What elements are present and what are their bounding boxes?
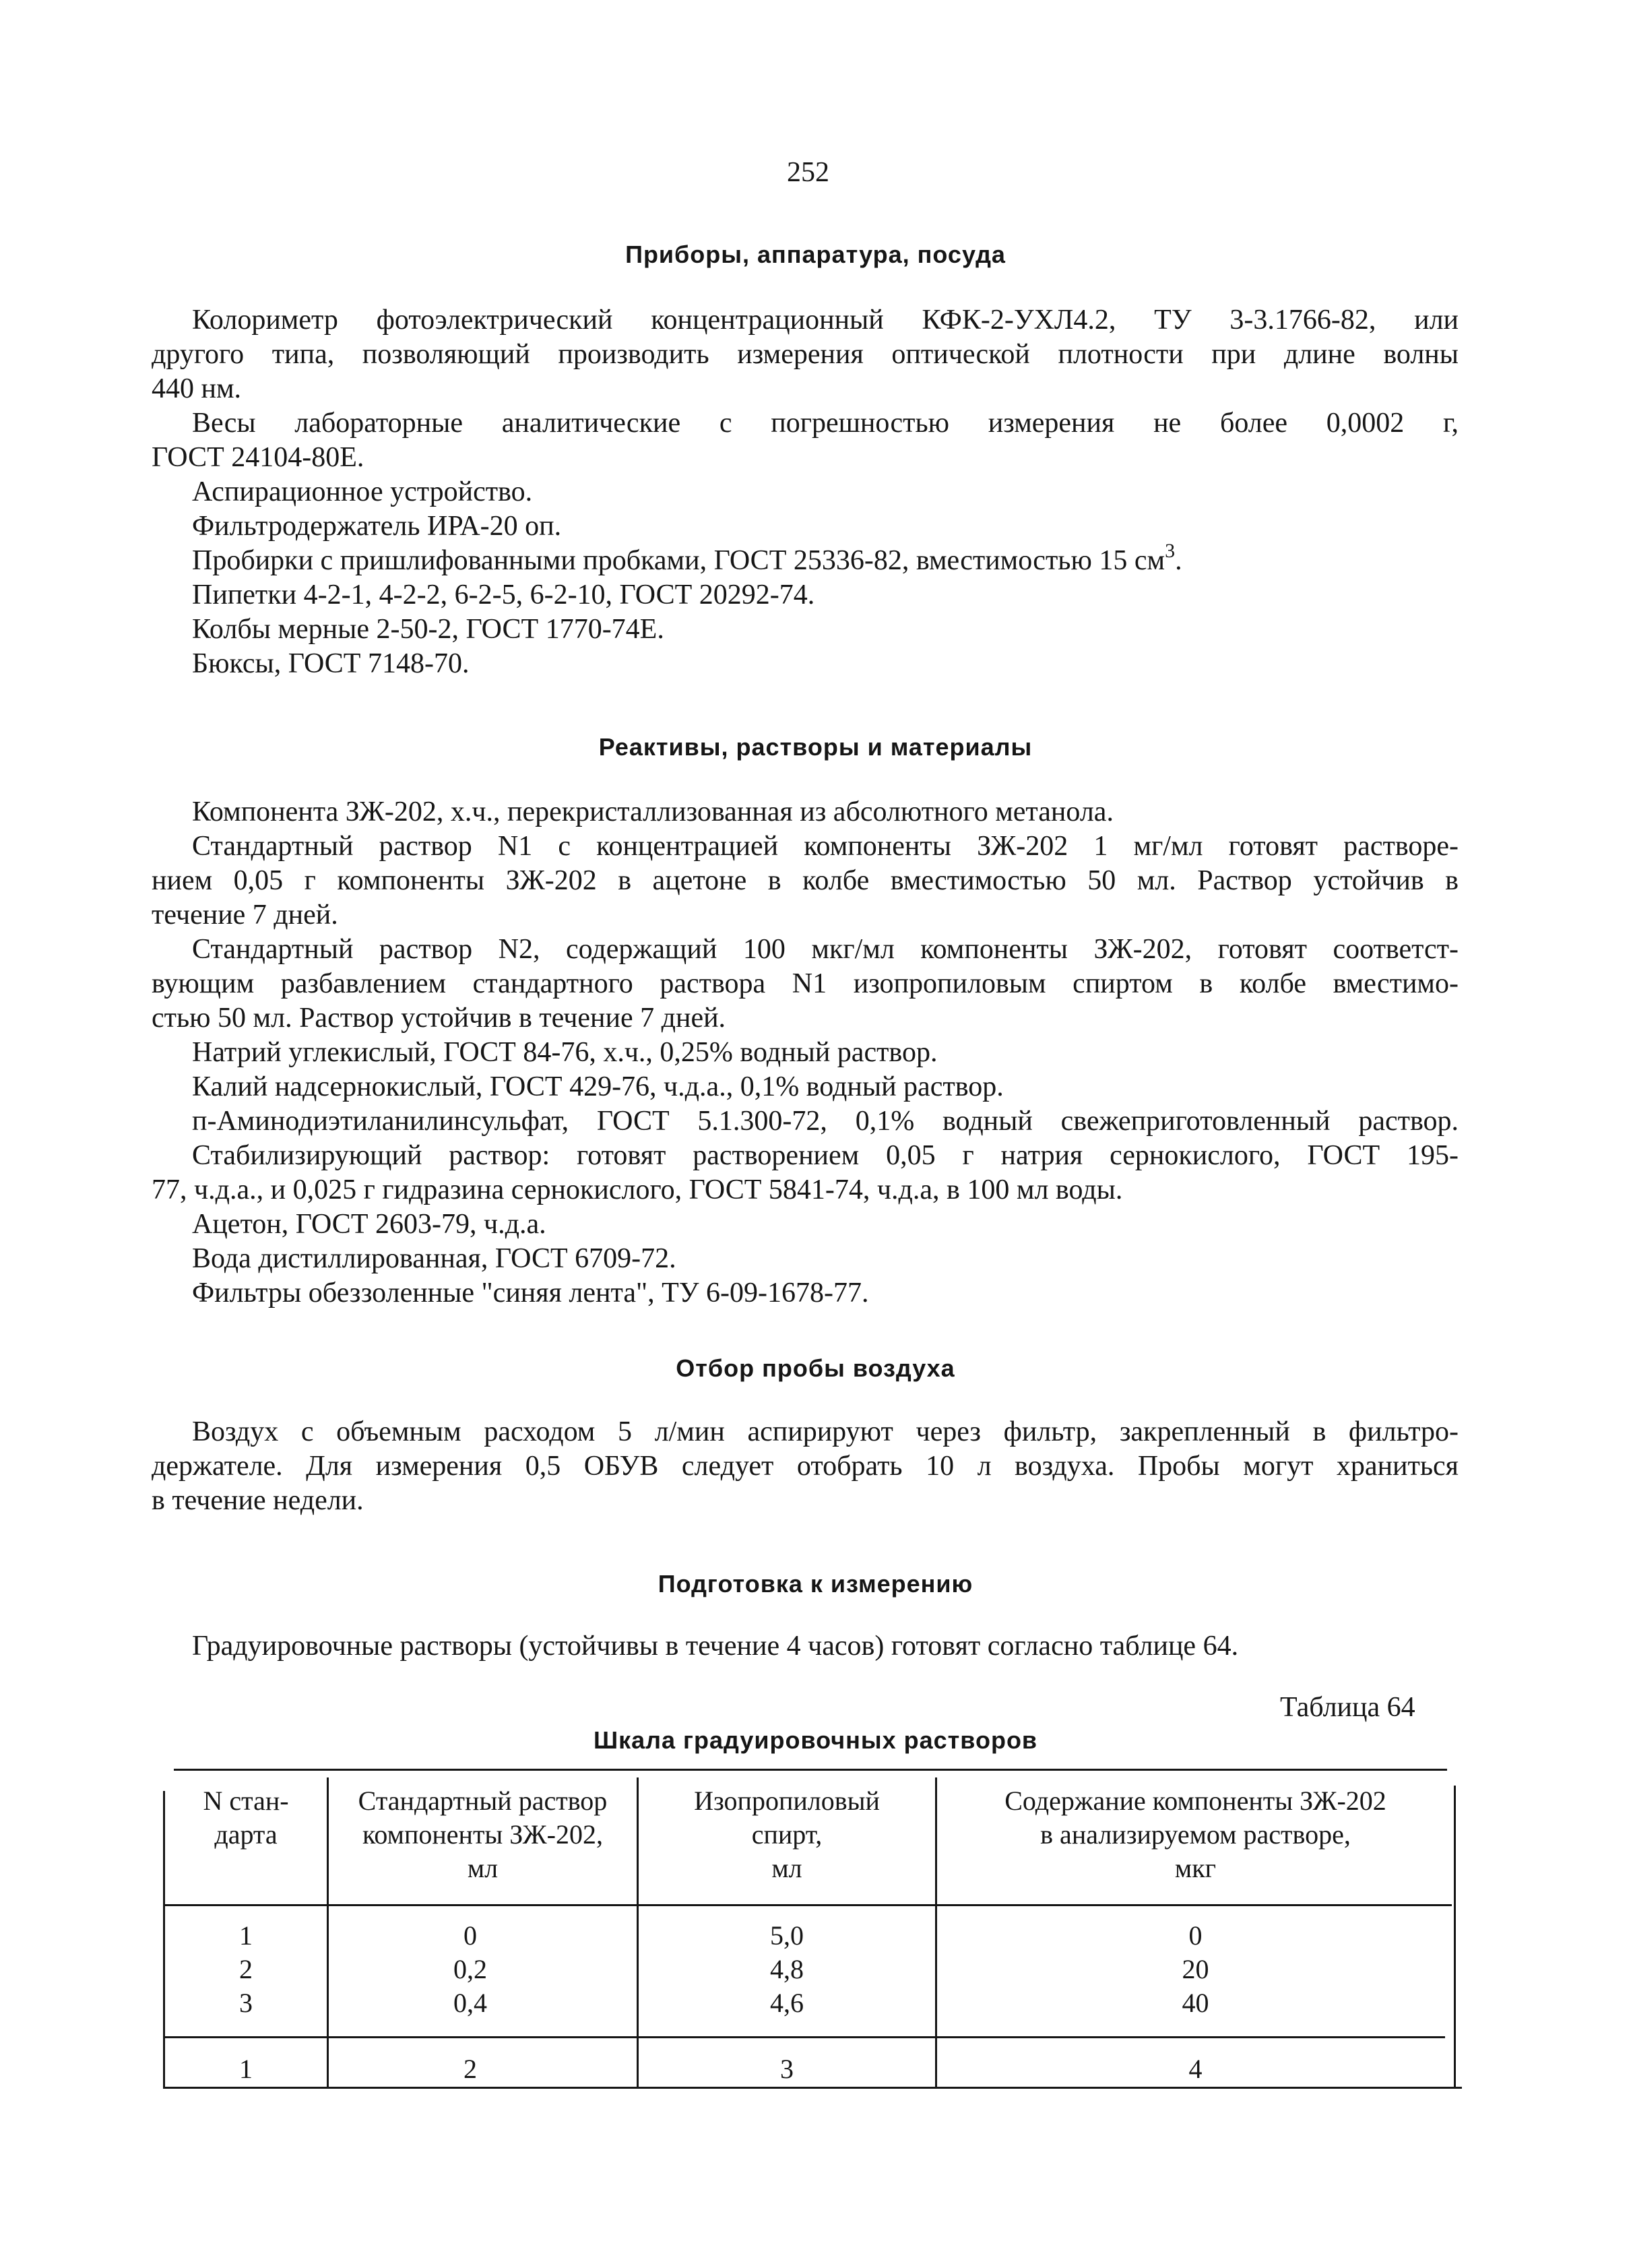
table-cell: 1 <box>239 1920 253 1951</box>
table-footer-cell: 4 <box>1188 2054 1203 2084</box>
reagents-r7-line2: 77, ч.д.а., и 0,025 г гидразина сернокислого, ГОСТ 5841-74, ч.д.а, в 100 мл воды. <box>152 1174 1123 1205</box>
table-header-col4 <box>937 1784 1454 1885</box>
table-header-col3-line3: мл <box>771 1853 802 1883</box>
heading-reagents: Реактивы, растворы и материалы <box>598 733 1033 761</box>
reagents-r2-line2: нием 0,05 г компоненты ЗЖ-202 в ацетоне в колбе вместимостью 50 мл. Раствор устойчив в <box>152 865 1459 896</box>
heading-sampling: Отбор пробы воздуха <box>676 1354 955 1382</box>
instruments-p4: Фильтродержатель ИРА-20 оп. <box>192 511 562 542</box>
table-label: Таблица 64 <box>1280 1692 1415 1723</box>
table-cell: 3 <box>239 1988 253 2018</box>
table-header-col3 <box>639 1784 935 1885</box>
table-header-col3-line2: спирт, <box>751 1819 823 1850</box>
reagents-r2-line1: Стандартный раствор N1 с концентрацией компоненты ЗЖ-202 1 мг/мл готовят растворе- <box>192 831 1459 862</box>
reagents-r6: п-Аминодиэтиланилинсульфат, ГОСТ 5.1.300-72, 0,1% водный свежеприготовленный раствор. <box>192 1106 1459 1137</box>
reagents-r10: Фильтры обеззоленные "синяя лента", ТУ 6-09-1678-77. <box>192 1278 869 1309</box>
table-footer-cell: 2 <box>463 2054 477 2084</box>
table-cell: 4,6 <box>770 1988 804 2018</box>
table-cell: 4,8 <box>770 1954 804 1984</box>
preparation-line1: Градуировочные растворы (устойчивы в течение 4 часов) готовят согласно таблице 64. <box>192 1631 1239 1662</box>
table-header-col2-line2: компоненты ЗЖ-202, <box>362 1819 603 1850</box>
reagents-r4: Натрий углекислый, ГОСТ 84-76, х.ч., 0,25% водный раствор. <box>192 1037 938 1068</box>
instruments-p8: Бюксы, ГОСТ 7148-70. <box>192 648 470 679</box>
instruments-p1-line2: другого типа, позволяющий производить измерения оптической плотности при длине волны <box>152 339 1459 370</box>
table-header-col4-line1: Содержание компоненты ЗЖ-202 <box>1004 1786 1386 1816</box>
reagents-r3-line3: стью 50 мл. Раствор устойчив в течение 7 дней. <box>152 1003 726 1034</box>
table-header-rule <box>165 1904 1452 1906</box>
table-cell: 0,4 <box>453 1988 487 2018</box>
sampling-line3: в течение недели. <box>152 1485 364 1516</box>
table-cell: 0 <box>1188 1920 1203 1951</box>
table-bottom-rule <box>165 2087 1462 2089</box>
sampling-line1: Воздух с объемным расходом 5 л/мин аспирируют через фильтр, закрепленный в фильтро- <box>192 1416 1459 1447</box>
instruments-p6: Пипетки 4-2-1, 4-2-2, 6-2-5, 6-2-10, ГОСТ 20292-74. <box>192 579 815 610</box>
table-right-border <box>1454 1786 1456 2089</box>
table-cell: 5,0 <box>770 1920 804 1951</box>
instruments-p5 <box>192 540 1182 578</box>
table-title: Шкала градуировочных растворов <box>593 1726 1038 1754</box>
table-footer-top-rule <box>165 2036 1445 2038</box>
table-header-col1-line1: N стан- <box>203 1786 289 1816</box>
heading-preparation: Подготовка к измерению <box>658 1570 973 1598</box>
heading-instruments: Приборы, аппаратура, посуда <box>625 241 1006 268</box>
instruments-p2-line2: ГОСТ 24104-80Е. <box>152 442 364 473</box>
reagents-r1: Компонента ЗЖ-202, х.ч., перекристаллизованная из абсолютного метанола. <box>192 796 1114 827</box>
reagents-r7-line1: Стабилизирующий раствор: готовят растворением 0,05 г натрия сернокислого, ГОСТ 195- <box>192 1140 1459 1171</box>
instruments-p3: Аспирационное устройство. <box>192 476 533 507</box>
table-header-col2-line3: мл <box>467 1853 499 1883</box>
table-header-col2-line1: Стандартный раствор <box>358 1786 608 1816</box>
table-top-rule <box>174 1769 1447 1771</box>
instruments-p1-line3: 440 нм. <box>152 373 242 404</box>
reagents-r3-line2: вующим разбавлением стандартного раствора N1 изопропиловым спиртом в колбе вместимо- <box>152 968 1459 999</box>
page-number: 252 <box>787 157 829 188</box>
table-footer-cell: 1 <box>239 2054 253 2084</box>
instruments-p5-text: Пробирки с пришлифованными пробками, ГОСТ 25336-82, вместимостью 15 см <box>192 545 1165 576</box>
reagents-r8: Ацетон, ГОСТ 2603-79, ч.д.а. <box>192 1209 546 1240</box>
table-header-col1-line2: дарта <box>214 1819 278 1850</box>
table-cell: 20 <box>1182 1954 1209 1984</box>
instruments-p7: Колбы мерные 2-50-2, ГОСТ 1770-74Е. <box>192 614 664 645</box>
table-header-col3-line1: Изопропиловый <box>694 1786 880 1816</box>
table-cell: 0,2 <box>453 1954 487 1984</box>
table-header-col4-line2: в анализируемом растворе, <box>1040 1819 1351 1850</box>
table-footer-cell: 3 <box>780 2054 794 2084</box>
instruments-p2-line1: Весы лабораторные аналитические с погрешностью измерения не более 0,0002 г, <box>192 408 1459 439</box>
reagents-r2-line3: течение 7 дней. <box>152 900 338 931</box>
sampling-line2: держателе. Для измерения 0,5 ОБУВ следует отобрать 10 л воздуха. Пробы могут храниться <box>152 1451 1459 1482</box>
table-header-col2 <box>329 1784 637 1885</box>
reagents-r9: Вода дистиллированная, ГОСТ 6709-72. <box>192 1243 676 1274</box>
reagents-r3-line1: Стандартный раствор N2, содержащий 100 мкг/мл компоненты ЗЖ-202, готовят соответст- <box>192 934 1459 965</box>
instruments-p1-line1: Колориметр фотоэлектрический концентрационный КФК-2-УХЛ4.2, ТУ 3-3.1766-82, или <box>192 305 1459 336</box>
table-header-col4-line3: мкг <box>1174 1853 1217 1883</box>
table-cell: 40 <box>1182 1988 1209 2018</box>
table-header-col1 <box>165 1784 327 1852</box>
reagents-r5: Калий надсернокислый, ГОСТ 429-76, ч.д.а., 0,1% водный раствор. <box>192 1071 1004 1102</box>
table-cell: 2 <box>239 1954 253 1984</box>
instruments-p5-end: . <box>1175 545 1182 576</box>
instruments-p5-superscript: 3 <box>1165 540 1176 562</box>
table-cell: 0 <box>463 1920 477 1951</box>
